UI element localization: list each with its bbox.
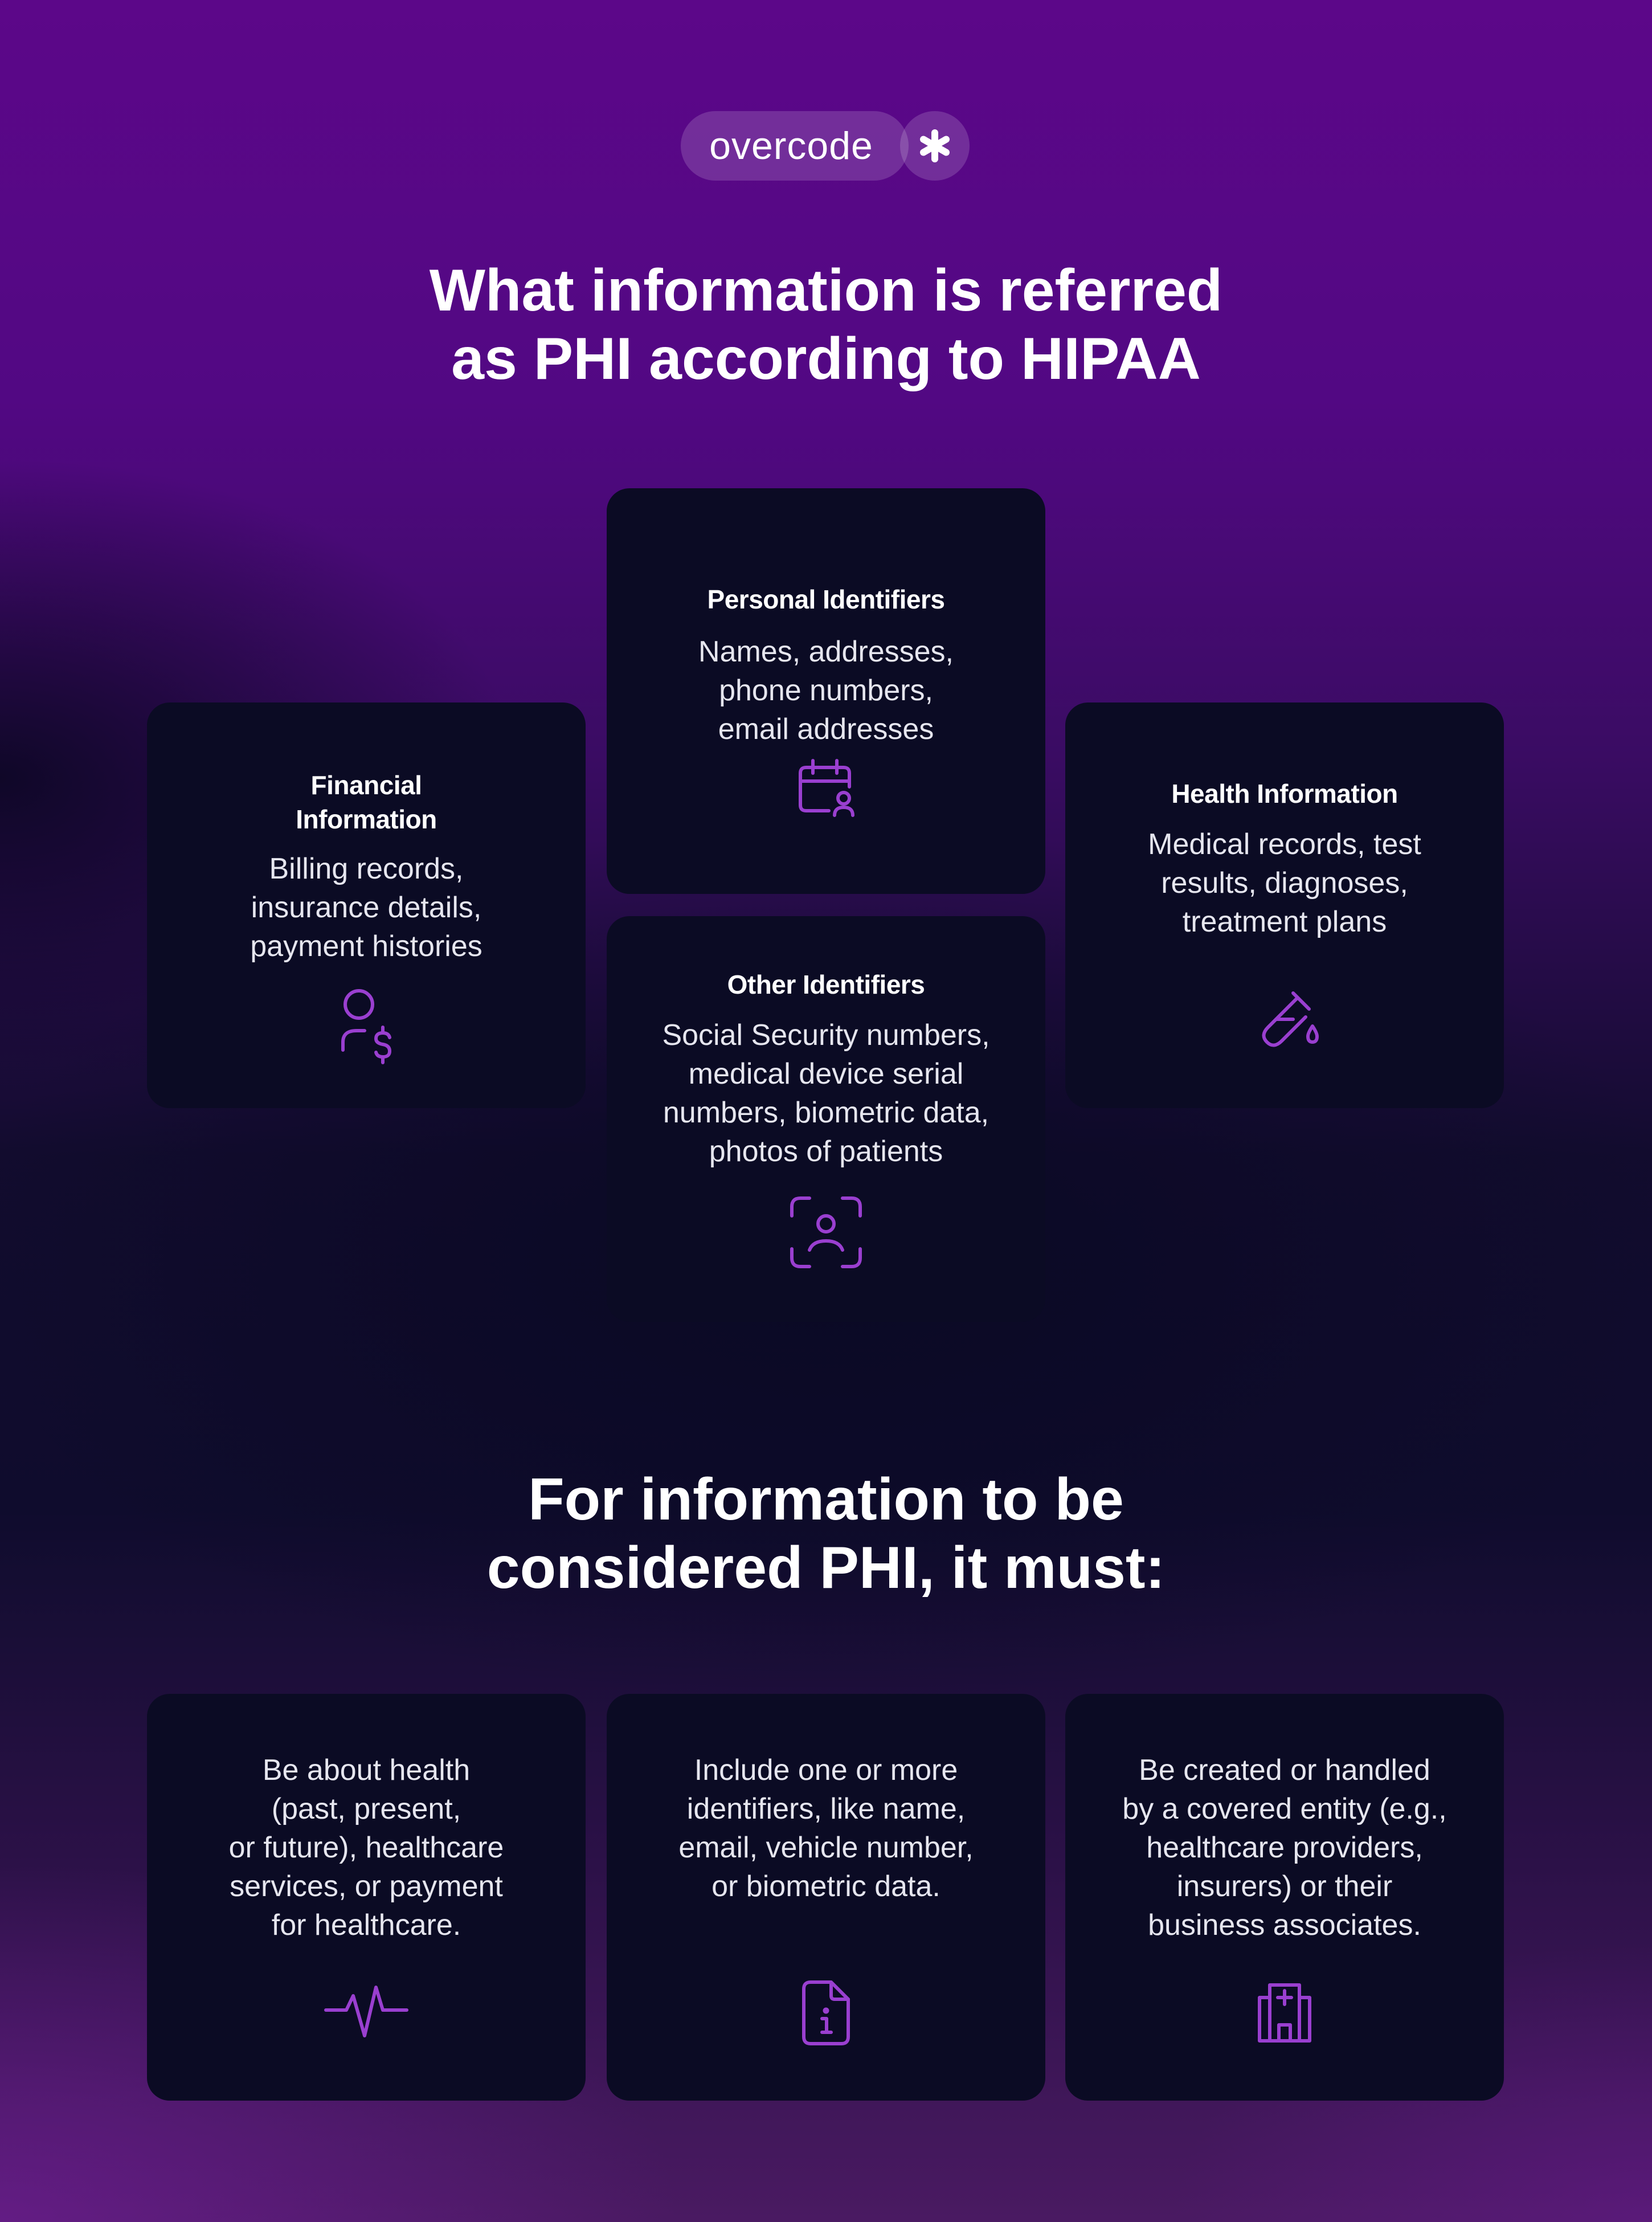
card-body-line: results, diagnoses, <box>1161 867 1408 900</box>
section-title <box>0 1465 1652 1602</box>
asterisk-icon <box>900 111 970 181</box>
card-body-line: payment histories <box>250 930 482 963</box>
card-body-line: Be about health <box>262 1754 471 1787</box>
card-body-line: treatment plans <box>1182 905 1387 938</box>
financial-information-card <box>147 702 586 1108</box>
card-body-line: healthcare providers, <box>1146 1831 1423 1864</box>
card-body-line: insurers) or their <box>1176 1870 1393 1903</box>
brand-wordmark-pill <box>681 111 909 181</box>
card-body-line: business associates. <box>1148 1909 1421 1942</box>
personal-identifiers-card <box>607 488 1045 894</box>
face-scan-icon <box>789 1195 863 1269</box>
card-title-line: Financial <box>310 770 422 800</box>
card-body-line: Social Security numbers, <box>662 1019 990 1052</box>
file-info-icon <box>800 1979 852 2047</box>
card-body-line: insurance details, <box>251 891 482 924</box>
card-body-line: or future), healthcare <box>228 1831 504 1864</box>
section-title-line: For information to be <box>528 1467 1124 1533</box>
card-title <box>1065 777 1504 811</box>
card-body <box>607 1016 1045 1171</box>
requirement-card-identifiers <box>607 1694 1045 2101</box>
card-title-line: Health Information <box>1171 779 1398 808</box>
requirement-card-covered-entity <box>1065 1694 1504 2101</box>
card-body <box>147 849 586 966</box>
card-body <box>147 1751 586 1945</box>
card-title <box>147 768 586 836</box>
test-tube-icon <box>1253 987 1322 1050</box>
card-body-line: Billing records, <box>269 852 464 885</box>
card-body-line: identifiers, like name, <box>686 1792 966 1825</box>
hospital-icon <box>1256 1982 1313 2044</box>
card-body-line: Medical records, test <box>1148 828 1421 861</box>
card-body-line: for healthcare. <box>271 1909 461 1942</box>
card-body-line: by a covered entity (e.g., <box>1122 1792 1447 1825</box>
card-body-line: medical device serial <box>688 1057 964 1090</box>
card-body-line: (past, present, <box>271 1792 461 1825</box>
user-dollar-icon <box>335 987 398 1067</box>
calendar-user-icon <box>795 756 857 819</box>
brand-logo <box>681 111 971 181</box>
card-title <box>607 582 1045 616</box>
page-title-line: as PHI according to HIPAA <box>451 326 1201 392</box>
card-body-line: Include one or more <box>694 1754 958 1787</box>
card-body-line: photos of patients <box>709 1135 943 1168</box>
card-title <box>607 967 1045 1002</box>
page-title-line: What information is referred <box>429 258 1223 324</box>
other-identifiers-card <box>607 916 1045 1322</box>
health-information-card <box>1065 702 1504 1108</box>
heartbeat-icon <box>324 1979 409 2041</box>
card-body-line: email, vehicle number, <box>678 1831 974 1864</box>
card-body <box>607 632 1045 749</box>
requirement-card-health <box>147 1694 586 2101</box>
card-body <box>607 1751 1045 1906</box>
card-body-line: services, or payment <box>230 1870 503 1903</box>
brand-name: overcode <box>709 124 873 168</box>
card-body <box>1065 825 1504 941</box>
card-title-line: Personal Identifiers <box>707 585 945 614</box>
card-body-line: Be created or handled <box>1139 1754 1430 1787</box>
card-body-line: Names, addresses, <box>698 635 954 668</box>
card-title-line: Other Identifiers <box>727 970 925 999</box>
page-title <box>0 256 1652 393</box>
card-body <box>1065 1751 1504 1945</box>
section-title-line: considered PHI, it must: <box>486 1535 1166 1601</box>
card-body-line: phone numbers, <box>719 674 933 707</box>
card-body-line: email addresses <box>718 713 934 746</box>
card-body-line: numbers, biometric data, <box>663 1096 989 1129</box>
card-title-line: Information <box>296 804 437 834</box>
card-body-line: or biometric data. <box>711 1870 941 1903</box>
